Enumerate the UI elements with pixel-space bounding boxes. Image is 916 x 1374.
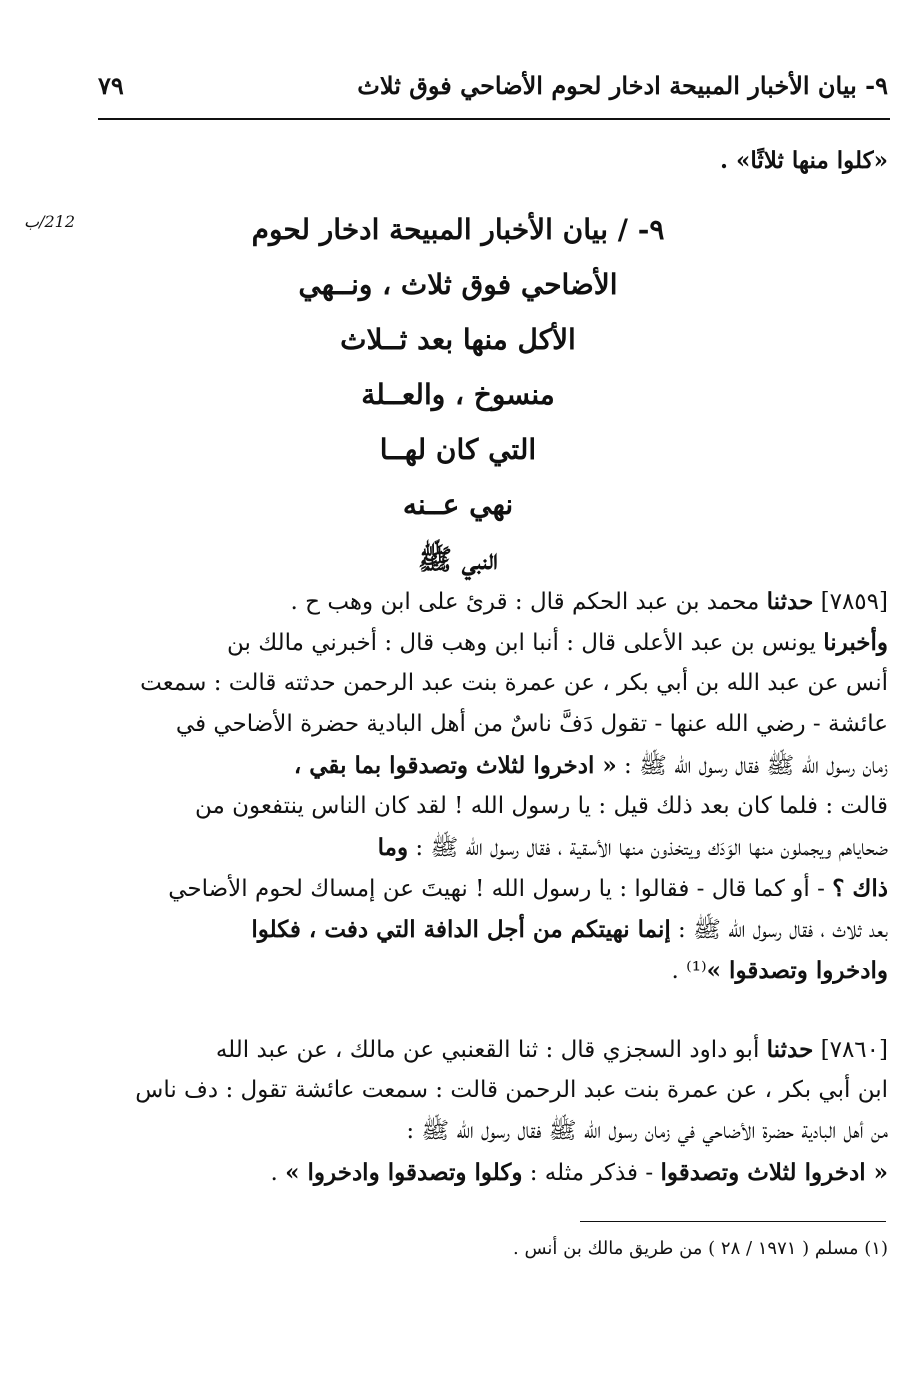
bold-text-run: وادخروا وتصدقوا »	[706, 957, 888, 984]
text-line	[98, 786, 888, 827]
carryover-line: «كلوا منها ثلاثًا» .	[719, 147, 888, 174]
bold-text-run: حدثنا	[766, 588, 814, 615]
text-run: بعد ثلاث ، فقال رسول الله ﷺ :	[670, 917, 888, 943]
text-line	[98, 1111, 888, 1152]
text-line	[98, 1029, 888, 1070]
text-line	[98, 950, 888, 991]
bold-text-run: وأخبرنا	[823, 629, 888, 656]
bold-text-run: حدثنا	[766, 1036, 814, 1063]
heading-line: منسوخ ، والعــلة	[361, 378, 555, 411]
text-run: ضحاياهم ويجملون منها الوَدَك ويتخذون منها الأسقية ، فقال رسول الله ﷺ :	[408, 835, 888, 861]
manuscript-folio-reference: 212/ب	[24, 212, 75, 231]
text-run: [٧٨٦٠]	[813, 1037, 888, 1063]
heading-line: التي كان لهــا	[379, 433, 537, 466]
bold-text-run: « ادخروا لثلاث وتصدقوا	[660, 1159, 888, 1186]
text-line	[98, 581, 888, 622]
text-line	[98, 745, 888, 786]
text-run: - أو كما قال - فقالوا : يا رسول الله ! نهيتَ عن إمساك لحوم الأضاحي	[168, 876, 833, 902]
text-run: يونس بن عبد الأعلى قال : أنبا ابن وهب قال : أخبرني مالك بن	[226, 630, 824, 656]
bold-text-run: إنما نهيتكم من أجل الدافة التي دفت ، فكلوا	[251, 916, 671, 943]
running-title: ٩- بيان الأخبار المبيحة ادخار لحوم الأضاحي فوق ثلاث	[357, 70, 888, 100]
text-run: [٧٨٥٩]	[813, 589, 888, 615]
heading-line: النبي ﷺ	[418, 543, 498, 576]
text-run: - فذكر مثله :	[522, 1160, 661, 1186]
text-line	[98, 1152, 888, 1193]
footnote: (١) مسلم ( ١٩٧١ / ٢٨ ) من طريق مالك بن أنس .	[513, 1238, 888, 1259]
text-line	[98, 704, 888, 745]
text-line	[98, 868, 888, 909]
text-run: أنس عن عبد الله بن أبي بكر ، عن عمرة بنت عبد الرحمن حدثته قالت : سمعت	[140, 670, 888, 696]
bold-text-run: ذاك ؟	[832, 875, 888, 902]
heading-line: ٩- / بيان الأخبار المبيحة ادخار لحوم	[251, 213, 665, 246]
carryover-text	[98, 140, 888, 181]
text-run: ابن أبي بكر ، عن عمرة بنت عبد الرحمن قالت : سمعت عائشة تقول : دف ناس	[135, 1077, 888, 1103]
text-line	[98, 827, 888, 868]
text-run: عائشة - رضي الله عنها - تقول دَفَّ ناسٌ من أهل البادية حضرة الأضاحي في	[175, 711, 888, 737]
text-run: .	[671, 958, 687, 984]
text-line	[98, 909, 888, 950]
bold-text-run: « ادخروا لثلاث وتصدقوا بما بقي ،	[293, 752, 617, 779]
chapter-heading	[160, 202, 756, 587]
text-run: .	[270, 1160, 286, 1186]
bold-text-run: وما	[377, 834, 409, 861]
heading-line: الأكل منها بعد ثــلاث	[340, 323, 576, 356]
heading-line: الأضاحي فوق ثلاث ، ونــهي	[298, 268, 618, 301]
hadith-7859	[98, 581, 888, 991]
text-run: زمان رسول الله ﷺ فقال رسول الله ﷺ :	[616, 753, 888, 779]
hadith-7860	[98, 1029, 888, 1193]
text-run: من أهل البادية حضرة الأضاحي في زمان رسول الله ﷺ فقال رسول الله ﷺ :	[406, 1118, 888, 1144]
text-run: قالت : فلما كان بعد ذلك قيل : يا رسول الله ! لقد كان الناس ينتفعون من	[195, 793, 888, 819]
heading-line: نهي عــنه	[402, 488, 514, 521]
text-run: أبو داود السجزي قال : ثنا القعنبي عن مالك ، عن عبد الله	[215, 1037, 767, 1063]
footnote-rule	[580, 1221, 886, 1222]
running-header	[98, 62, 888, 108]
text-line	[98, 622, 888, 663]
page-number: ٧٩	[98, 70, 124, 100]
text-run: محمد بن عبد الحكم قال : قرئ على ابن وهب ح .	[290, 589, 767, 615]
text-line	[98, 1070, 888, 1111]
text-run: ⁽¹⁾	[686, 958, 707, 984]
text-line	[98, 663, 888, 704]
header-rule	[98, 118, 890, 120]
bold-text-run: وكلوا وتصدقوا وادخروا »	[285, 1159, 523, 1186]
